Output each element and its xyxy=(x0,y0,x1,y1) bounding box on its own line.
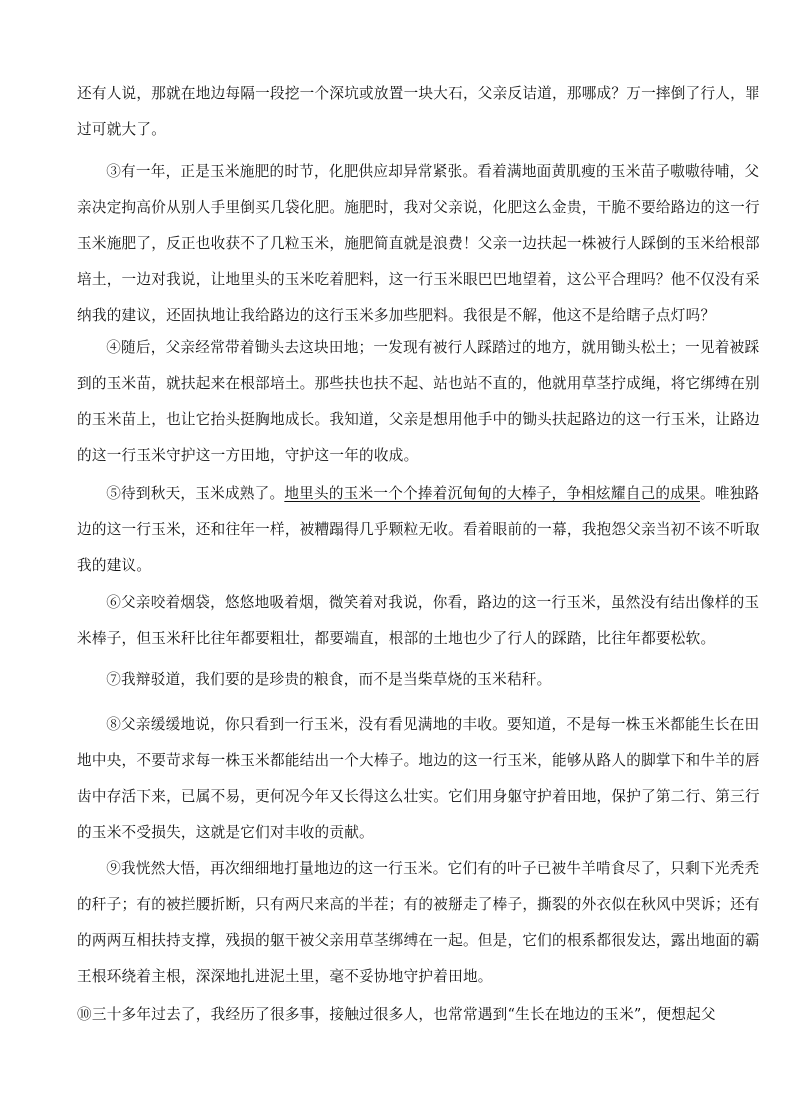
text-line xyxy=(77,476,760,512)
text-line: 的两两互相扶持支撑，残损的躯干被父亲用草茎绑缚在一起。但是，它们的根系都很发达，露出地面的霸 xyxy=(77,932,760,949)
paragraph-2-continued xyxy=(77,76,760,148)
paragraph-5 xyxy=(77,476,760,584)
text-line: 的玉米苗上，也让它抬头挺胸地成长。我知道，父亲是想用他手中的锄头扶起路边的这一行玉米，让路边 xyxy=(77,411,760,428)
paragraph-8 xyxy=(77,707,760,851)
paragraph-10 xyxy=(77,997,717,1033)
text-line: ⑦我辩驳道，我们要的是珍贵的粮食，而不是当柴草烧的玉米秸秆。 xyxy=(106,671,552,688)
text-line: ③有一年，正是玉米施肥的时节，化肥供应却异常紧张。看着满地面黄肌瘦的玉米苗子嗷嗷待哺，父 xyxy=(106,163,760,180)
text-line: 的玉米不受损失，这就是它们对丰收的贡献。 xyxy=(77,824,374,841)
underlined-sentence: 地里头的玉米一个个捧着沉甸甸的大棒子，争相炫耀自己的成果 xyxy=(284,485,700,502)
text-line: 边的这一行玉米，还和往年一样，被糟蹋得几乎颗粒无收。看着眼前的一幕，我抱怨父亲当初不该不听取 xyxy=(77,521,760,538)
text-line: 过可就大了。 xyxy=(77,121,167,138)
text-line: 我的建议。 xyxy=(77,557,152,574)
text-line: 玉米施肥了，反正也收获不了几粒玉米，施肥简直就是浪费！父亲一边扶起一株被行人踩倒的玉米给根部 xyxy=(77,235,760,252)
text-line: 到的玉米苗，就扶起来在根部培土。那些扶也扶不起、站也站不直的，他就用草茎拧成绳，将它绑缚在别 xyxy=(77,375,760,392)
text-segment: ⑤待到秋天，玉米成熟了。 xyxy=(106,485,285,502)
text-line: 的秆子；有的被拦腰折断，只有两尺来高的半茬；有的被掰走了棒子，撕裂的外衣似在秋风中哭诉；还有 xyxy=(77,896,760,913)
text-line: ⑩三十多年过去了，我经历了很多事，接触过很多人，也常常遇到“生长在地边的玉米”，便想起父 xyxy=(77,1006,716,1023)
text-line: ⑧父亲缓缓地说，你只看到一行玉米，没有看见满地的丰收。要知道，不是每一株玉米都能生长在田 xyxy=(106,716,760,733)
text-line: 培土，一边对我说，让地里头的玉米吃着肥料，这一行玉米眼巴巴地望着，这公平合理吗？他不仅没有采 xyxy=(77,271,760,288)
text-line: 纳我的建议，还固执地让我给路边的这行玉米多加些肥料。我很是不解，他这不是给瞎子点灯吗？ xyxy=(77,307,716,324)
text-line: 王根环绕着主根，深深地扎进泥土里，毫不妥协地守护着田地。 xyxy=(77,968,493,985)
text-line: 地中央，不要苛求每一株玉米都能结出一个大棒子。地边的这一行玉米，能够从路人的脚掌下和牛羊的唇 xyxy=(77,752,760,769)
paragraph-7 xyxy=(77,662,717,698)
text-line: 齿中存活下来，已属不易，更何况今年又长得这么壮实。它们用身躯守护着田地，保护了第二行、第三行 xyxy=(77,788,760,805)
text-line: 的这一行玉米守护这一方田地，守护这一年的收成。 xyxy=(77,447,419,464)
text-line: ⑥父亲咬着烟袋，悠悠地吸着烟，微笑着对我说，你看，路边的这一行玉米，虽然没有结出像样的玉 xyxy=(106,594,760,611)
text-line: ⑨我恍然大悟，再次细细地打量地边的这一行玉米。它们有的叶子已被牛羊啃食尽了，只剩下光秃秃 xyxy=(106,860,760,877)
text-line: ④随后，父亲经常带着锄头去这块田地；一发现有被行人踩踏过的地方，就用锄头松土；一见着被踩 xyxy=(106,339,760,356)
text-segment: 。唯独路 xyxy=(699,485,760,502)
text-line: 还有人说，那就在地边每隔一段挖一个深坑或放置一块大石，父亲反诘道，那哪成？万一摔倒了行人，罪 xyxy=(77,85,760,102)
text-line: 米棒子，但玉米秆比往年都要粗壮，都要端直，根部的土地也少了行人的踩踏，比往年都要松软。 xyxy=(77,630,716,647)
text-line: 亲决定拘高价从别人手里倒买几袋化肥。施肥时，我对父亲说，化肥这么金贵，干脆不要给路边的这一行 xyxy=(77,199,760,216)
paragraph-3 xyxy=(77,154,760,334)
paragraph-4 xyxy=(77,330,760,474)
paragraph-6 xyxy=(77,585,760,657)
paragraph-9 xyxy=(77,851,760,995)
